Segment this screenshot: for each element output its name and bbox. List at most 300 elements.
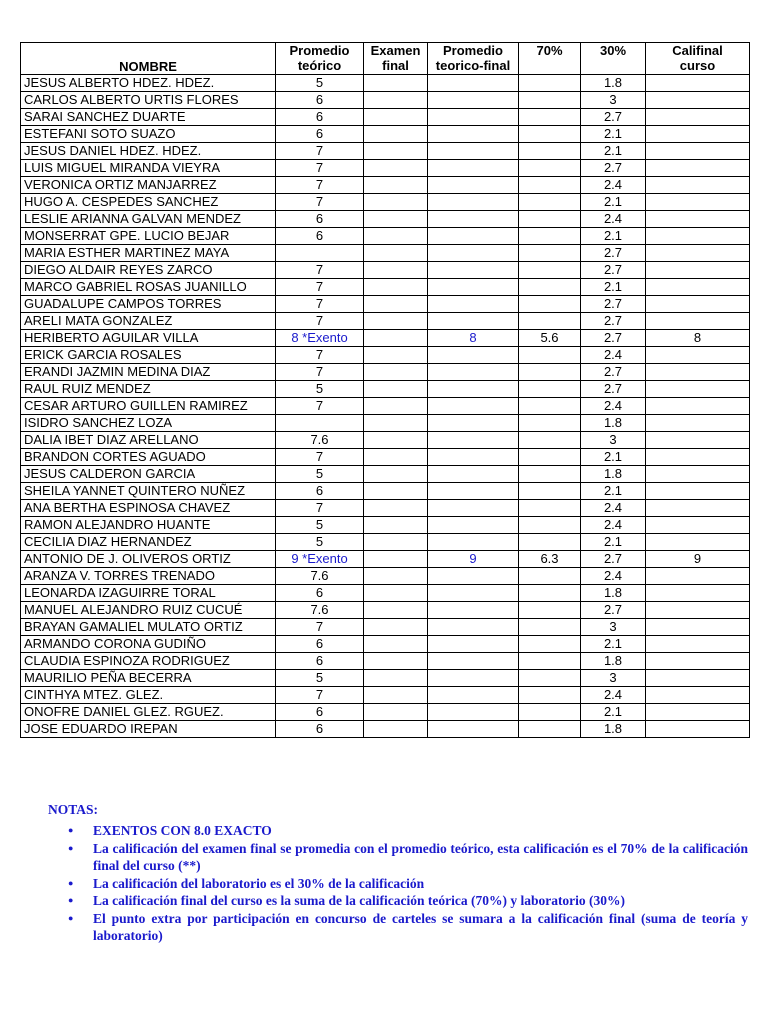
cell-70: [519, 466, 581, 483]
grades-table: [20, 42, 750, 738]
table-row: [21, 449, 750, 466]
cell-70: [519, 670, 581, 687]
cell-calif-final: [646, 364, 750, 381]
cell-promedio-teorico: 7: [276, 262, 364, 279]
cell-examen-final: [364, 262, 428, 279]
cell-calif-final: [646, 398, 750, 415]
cell-promedio-teorico: 6: [276, 653, 364, 670]
table-row: [21, 483, 750, 500]
cell-promedio-teorico: 6: [276, 126, 364, 143]
cell-nombre: SHEILA YANNET QUINTERO NUÑEZ: [21, 483, 276, 500]
cell-calif-final: [646, 585, 750, 602]
cell-examen-final: [364, 636, 428, 653]
cell-promedio-teorico-final: [428, 75, 519, 92]
table-row: [21, 636, 750, 653]
cell-examen-final: [364, 415, 428, 432]
cell-nombre: HUGO A. CESPEDES SANCHEZ: [21, 194, 276, 211]
cell-70: [519, 143, 581, 160]
cell-promedio-teorico-final: [428, 466, 519, 483]
cell-70: [519, 313, 581, 330]
cell-30: 2.7: [581, 381, 646, 398]
cell-70: [519, 687, 581, 704]
cell-30: 2.1: [581, 126, 646, 143]
cell-promedio-teorico: 6: [276, 585, 364, 602]
cell-nombre: ANA BERTHA ESPINOSA CHAVEZ: [21, 500, 276, 517]
cell-examen-final: [364, 143, 428, 160]
cell-30: 2.4: [581, 500, 646, 517]
table-row: [21, 585, 750, 602]
cell-70: [519, 347, 581, 364]
cell-calif-final: [646, 177, 750, 194]
cell-70: [519, 449, 581, 466]
cell-calif-final: [646, 347, 750, 364]
table-row: [21, 619, 750, 636]
cell-examen-final: [364, 432, 428, 449]
cell-70: 5.6: [519, 330, 581, 347]
cell-examen-final: [364, 92, 428, 109]
table-row: [21, 75, 750, 92]
cell-30: 2.1: [581, 143, 646, 160]
cell-nombre: ERANDI JAZMIN MEDINA DIAZ: [21, 364, 276, 381]
cell-nombre: CLAUDIA ESPINOZA RODRIGUEZ: [21, 653, 276, 670]
cell-30: 1.8: [581, 415, 646, 432]
cell-promedio-teorico-final: [428, 449, 519, 466]
cell-30: 2.1: [581, 194, 646, 211]
cell-promedio-teorico: 7: [276, 364, 364, 381]
cell-nombre: CECILIA DIAZ HERNANDEZ: [21, 534, 276, 551]
cell-promedio-teorico: 7: [276, 619, 364, 636]
cell-examen-final: [364, 568, 428, 585]
cell-30: 2.1: [581, 534, 646, 551]
cell-calif-final: [646, 568, 750, 585]
table-row: [21, 500, 750, 517]
cell-promedio-teorico-final: [428, 636, 519, 653]
cell-promedio-teorico-final: [428, 670, 519, 687]
cell-examen-final: [364, 279, 428, 296]
table-header-row: [21, 43, 750, 75]
table-row: [21, 704, 750, 721]
cell-promedio-teorico: 5: [276, 75, 364, 92]
cell-promedio-teorico-final: [428, 500, 519, 517]
table-row: [21, 687, 750, 704]
cell-30: 2.4: [581, 398, 646, 415]
cell-promedio-teorico-final: [428, 568, 519, 585]
cell-nombre: LEONARDA IZAGUIRRE TORAL: [21, 585, 276, 602]
cell-examen-final: [364, 109, 428, 126]
cell-70: [519, 177, 581, 194]
cell-examen-final: [364, 551, 428, 568]
note-item: ● EXENTOS CON 8.0 EXACTO: [93, 822, 748, 840]
cell-examen-final: [364, 381, 428, 398]
cell-calif-final: 9: [646, 551, 750, 568]
cell-promedio-teorico: 6: [276, 483, 364, 500]
table-row: [21, 160, 750, 177]
cell-calif-final: [646, 483, 750, 500]
cell-promedio-teorico: 6: [276, 92, 364, 109]
cell-nombre: GUADALUPE CAMPOS TORRES: [21, 296, 276, 313]
table-row: [21, 228, 750, 245]
cell-examen-final: [364, 721, 428, 738]
cell-nombre: BRANDON CORTES AGUADO: [21, 449, 276, 466]
cell-examen-final: [364, 160, 428, 177]
cell-promedio-teorico: 5: [276, 534, 364, 551]
cell-promedio-teorico: 7: [276, 313, 364, 330]
cell-calif-final: [646, 721, 750, 738]
cell-examen-final: [364, 245, 428, 262]
cell-examen-final: [364, 364, 428, 381]
cell-promedio-teorico: 7: [276, 398, 364, 415]
notes-list: [48, 822, 748, 945]
cell-70: [519, 160, 581, 177]
cell-70: [519, 653, 581, 670]
cell-nombre: ISIDRO SANCHEZ LOZA: [21, 415, 276, 432]
cell-nombre: MANUEL ALEJANDRO RUIZ CUCUÉ: [21, 602, 276, 619]
cell-calif-final: [646, 670, 750, 687]
header-70: 70%: [519, 43, 581, 75]
cell-30: 3: [581, 670, 646, 687]
cell-nombre: RAUL RUIZ MENDEZ: [21, 381, 276, 398]
cell-30: 3: [581, 92, 646, 109]
cell-promedio-teorico: 7: [276, 177, 364, 194]
cell-30: 2.1: [581, 449, 646, 466]
cell-nombre: RAMON ALEJANDRO HUANTE: [21, 517, 276, 534]
cell-promedio-teorico-final: [428, 619, 519, 636]
cell-nombre: ARANZA V. TORRES TRENADO: [21, 568, 276, 585]
cell-30: 2.1: [581, 279, 646, 296]
cell-70: [519, 75, 581, 92]
cell-promedio-teorico-final: [428, 398, 519, 415]
cell-nombre: ARELI MATA GONZALEZ: [21, 313, 276, 330]
table-row: [21, 398, 750, 415]
cell-nombre: LUIS MIGUEL MIRANDA VIEYRA: [21, 160, 276, 177]
cell-30: 1.8: [581, 585, 646, 602]
cell-promedio-teorico: [276, 245, 364, 262]
cell-30: 2.7: [581, 602, 646, 619]
cell-promedio-teorico: 6: [276, 636, 364, 653]
table-row: [21, 466, 750, 483]
cell-examen-final: [364, 483, 428, 500]
cell-nombre: ANTONIO DE J. OLIVEROS ORTIZ: [21, 551, 276, 568]
cell-promedio-teorico: 7: [276, 279, 364, 296]
cell-70: [519, 534, 581, 551]
cell-examen-final: [364, 449, 428, 466]
cell-calif-final: [646, 245, 750, 262]
table-row: [21, 517, 750, 534]
cell-examen-final: [364, 619, 428, 636]
cell-calif-final: [646, 296, 750, 313]
cell-30: 2.7: [581, 330, 646, 347]
cell-promedio-teorico: 7: [276, 194, 364, 211]
cell-promedio-teorico: 9 *Exento: [276, 551, 364, 568]
cell-nombre: JOSE EDUARDO IREPAN: [21, 721, 276, 738]
cell-calif-final: [646, 75, 750, 92]
note-item: ● La calificación final del curso es la suma de la calificación teórica (70%) y laboratorio (30%): [93, 892, 748, 910]
cell-70: [519, 415, 581, 432]
cell-examen-final: [364, 228, 428, 245]
cell-promedio-teorico: 6: [276, 211, 364, 228]
cell-nombre: CARLOS ALBERTO URTIS FLORES: [21, 92, 276, 109]
cell-30: 2.7: [581, 551, 646, 568]
cell-promedio-teorico: 7: [276, 500, 364, 517]
cell-promedio-teorico: 6: [276, 228, 364, 245]
cell-examen-final: [364, 534, 428, 551]
cell-promedio-teorico: 5: [276, 381, 364, 398]
cell-promedio-teorico: 7.6: [276, 602, 364, 619]
cell-promedio-teorico-final: 9: [428, 551, 519, 568]
cell-calif-final: [646, 534, 750, 551]
cell-promedio-teorico: 7: [276, 160, 364, 177]
cell-30: 1.8: [581, 721, 646, 738]
table-row: [21, 432, 750, 449]
cell-30: 2.4: [581, 568, 646, 585]
table-row: [21, 143, 750, 160]
cell-promedio-teorico-final: [428, 296, 519, 313]
cell-promedio-teorico-final: [428, 381, 519, 398]
cell-nombre: BRAYAN GAMALIEL MULATO ORTIZ: [21, 619, 276, 636]
cell-calif-final: [646, 126, 750, 143]
cell-promedio-teorico-final: [428, 177, 519, 194]
table-row: [21, 568, 750, 585]
table-row: [21, 211, 750, 228]
cell-30: 2.1: [581, 704, 646, 721]
cell-30: 2.7: [581, 364, 646, 381]
cell-examen-final: [364, 296, 428, 313]
cell-30: 3: [581, 432, 646, 449]
cell-30: 1.8: [581, 75, 646, 92]
cell-promedio-teorico-final: 8: [428, 330, 519, 347]
cell-30: 2.7: [581, 296, 646, 313]
cell-calif-final: [646, 160, 750, 177]
cell-70: [519, 296, 581, 313]
cell-70: [519, 109, 581, 126]
cell-examen-final: [364, 211, 428, 228]
cell-examen-final: [364, 330, 428, 347]
cell-promedio-teorico: 5: [276, 517, 364, 534]
table-body: [21, 75, 750, 738]
cell-examen-final: [364, 398, 428, 415]
cell-nombre: ESTEFANI SOTO SUAZO: [21, 126, 276, 143]
cell-promedio-teorico-final: [428, 585, 519, 602]
cell-calif-final: [646, 636, 750, 653]
cell-promedio-teorico-final: [428, 432, 519, 449]
table-row: [21, 721, 750, 738]
cell-30: 2.7: [581, 160, 646, 177]
cell-70: [519, 517, 581, 534]
cell-promedio-teorico: 6: [276, 704, 364, 721]
cell-nombre: MAURILIO PEÑA BECERRA: [21, 670, 276, 687]
cell-promedio-teorico-final: [428, 313, 519, 330]
header-examen-final: Examen final: [364, 43, 428, 75]
table-row: [21, 602, 750, 619]
cell-70: [519, 262, 581, 279]
cell-examen-final: [364, 687, 428, 704]
cell-calif-final: [646, 432, 750, 449]
cell-promedio-teorico-final: [428, 517, 519, 534]
cell-70: [519, 228, 581, 245]
cell-70: [519, 619, 581, 636]
cell-promedio-teorico-final: [428, 109, 519, 126]
cell-70: [519, 126, 581, 143]
cell-promedio-teorico: 7: [276, 296, 364, 313]
cell-examen-final: [364, 500, 428, 517]
header-promedio-teorico: Promedio teórico: [276, 43, 364, 75]
cell-promedio-teorico-final: [428, 364, 519, 381]
table-row: [21, 534, 750, 551]
cell-examen-final: [364, 126, 428, 143]
table-row: [21, 415, 750, 432]
table-row: [21, 381, 750, 398]
cell-70: [519, 364, 581, 381]
cell-promedio-teorico: 7: [276, 143, 364, 160]
cell-promedio-teorico: 5: [276, 466, 364, 483]
note-item: ● La calificación del examen final se promedia con el promedio teórico, esta calificación es el 70% de la calificación final del curso (**): [93, 840, 748, 875]
cell-30: 2.4: [581, 347, 646, 364]
cell-30: 2.4: [581, 517, 646, 534]
cell-promedio-teorico-final: [428, 245, 519, 262]
cell-70: [519, 500, 581, 517]
cell-promedio-teorico-final: [428, 704, 519, 721]
cell-70: [519, 636, 581, 653]
table-row: [21, 262, 750, 279]
cell-30: 1.8: [581, 653, 646, 670]
cell-examen-final: [364, 347, 428, 364]
cell-calif-final: [646, 313, 750, 330]
cell-70: [519, 602, 581, 619]
cell-nombre: MARCO GABRIEL ROSAS JUANILLO: [21, 279, 276, 296]
header-nombre: NOMBRE: [21, 43, 276, 75]
table-row: [21, 364, 750, 381]
cell-promedio-teorico: [276, 415, 364, 432]
cell-calif-final: [646, 143, 750, 160]
table-row: [21, 194, 750, 211]
cell-70: [519, 245, 581, 262]
cell-promedio-teorico-final: [428, 160, 519, 177]
cell-30: 2.4: [581, 211, 646, 228]
cell-examen-final: [364, 517, 428, 534]
cell-30: 2.7: [581, 313, 646, 330]
cell-promedio-teorico-final: [428, 126, 519, 143]
cell-30: 2.7: [581, 262, 646, 279]
cell-70: [519, 483, 581, 500]
cell-promedio-teorico: 6: [276, 721, 364, 738]
cell-calif-final: [646, 500, 750, 517]
cell-promedio-teorico-final: [428, 653, 519, 670]
cell-nombre: DIEGO ALDAIR REYES ZARCO: [21, 262, 276, 279]
cell-nombre: JESUS ALBERTO HDEZ. HDEZ.: [21, 75, 276, 92]
cell-calif-final: [646, 262, 750, 279]
cell-nombre: LESLIE ARIANNA GALVAN MENDEZ: [21, 211, 276, 228]
cell-promedio-teorico-final: [428, 279, 519, 296]
cell-70: [519, 381, 581, 398]
cell-calif-final: [646, 687, 750, 704]
cell-promedio-teorico-final: [428, 143, 519, 160]
cell-examen-final: [364, 585, 428, 602]
cell-calif-final: [646, 211, 750, 228]
cell-calif-final: 8: [646, 330, 750, 347]
cell-promedio-teorico-final: [428, 602, 519, 619]
cell-promedio-teorico-final: [428, 415, 519, 432]
cell-examen-final: [364, 653, 428, 670]
cell-70: [519, 92, 581, 109]
cell-30: 2.4: [581, 177, 646, 194]
cell-calif-final: [646, 704, 750, 721]
cell-30: 3: [581, 619, 646, 636]
cell-calif-final: [646, 228, 750, 245]
cell-nombre: JESUS DANIEL HDEZ. HDEZ.: [21, 143, 276, 160]
cell-70: [519, 704, 581, 721]
cell-promedio-teorico-final: [428, 347, 519, 364]
cell-calif-final: [646, 653, 750, 670]
cell-calif-final: [646, 381, 750, 398]
table-row: [21, 653, 750, 670]
cell-promedio-teorico: 7.6: [276, 568, 364, 585]
cell-nombre: ONOFRE DANIEL GLEZ. RGUEZ.: [21, 704, 276, 721]
cell-examen-final: [364, 704, 428, 721]
cell-nombre: MARIA ESTHER MARTINEZ MAYA: [21, 245, 276, 262]
cell-examen-final: [364, 602, 428, 619]
cell-70: [519, 721, 581, 738]
notes-section: [48, 802, 748, 945]
table-row: [21, 313, 750, 330]
cell-promedio-teorico-final: [428, 721, 519, 738]
cell-calif-final: [646, 415, 750, 432]
cell-promedio-teorico-final: [428, 687, 519, 704]
cell-promedio-teorico-final: [428, 483, 519, 500]
table-row: [21, 177, 750, 194]
cell-30: 2.1: [581, 483, 646, 500]
cell-promedio-teorico: 7: [276, 347, 364, 364]
cell-30: 2.7: [581, 245, 646, 262]
cell-nombre: HERIBERTO AGUILAR VILLA: [21, 330, 276, 347]
cell-promedio-teorico: 8 *Exento: [276, 330, 364, 347]
cell-70: 6.3: [519, 551, 581, 568]
table-row: [21, 109, 750, 126]
header-30: 30%: [581, 43, 646, 75]
table-row: [21, 279, 750, 296]
cell-70: [519, 432, 581, 449]
cell-promedio-teorico-final: [428, 262, 519, 279]
notes-title: NOTAS:: [48, 802, 99, 817]
cell-promedio-teorico: 7: [276, 687, 364, 704]
table-row: [21, 670, 750, 687]
cell-nombre: MONSERRAT GPE. LUCIO BEJAR: [21, 228, 276, 245]
table-row: [21, 330, 750, 347]
cell-calif-final: [646, 109, 750, 126]
table-row: [21, 92, 750, 109]
cell-30: 2.1: [581, 228, 646, 245]
cell-nombre: ARMANDO CORONA GUDIÑO: [21, 636, 276, 653]
cell-nombre: DALIA IBET DIAZ ARELLANO: [21, 432, 276, 449]
cell-nombre: VERONICA ORTIZ MANJARREZ: [21, 177, 276, 194]
table-row: [21, 245, 750, 262]
cell-70: [519, 398, 581, 415]
cell-30: 1.8: [581, 466, 646, 483]
cell-nombre: CINTHYA MTEZ. GLEZ.: [21, 687, 276, 704]
cell-examen-final: [364, 670, 428, 687]
cell-promedio-teorico: 7.6: [276, 432, 364, 449]
table-row: [21, 296, 750, 313]
cell-calif-final: [646, 602, 750, 619]
cell-promedio-teorico-final: [428, 534, 519, 551]
cell-nombre: ERICK GARCIA ROSALES: [21, 347, 276, 364]
header-calif-final: Califinal curso: [646, 43, 750, 75]
cell-calif-final: [646, 194, 750, 211]
cell-30: 2.1: [581, 636, 646, 653]
cell-promedio-teorico-final: [428, 194, 519, 211]
cell-examen-final: [364, 194, 428, 211]
table-row: [21, 126, 750, 143]
cell-examen-final: [364, 177, 428, 194]
